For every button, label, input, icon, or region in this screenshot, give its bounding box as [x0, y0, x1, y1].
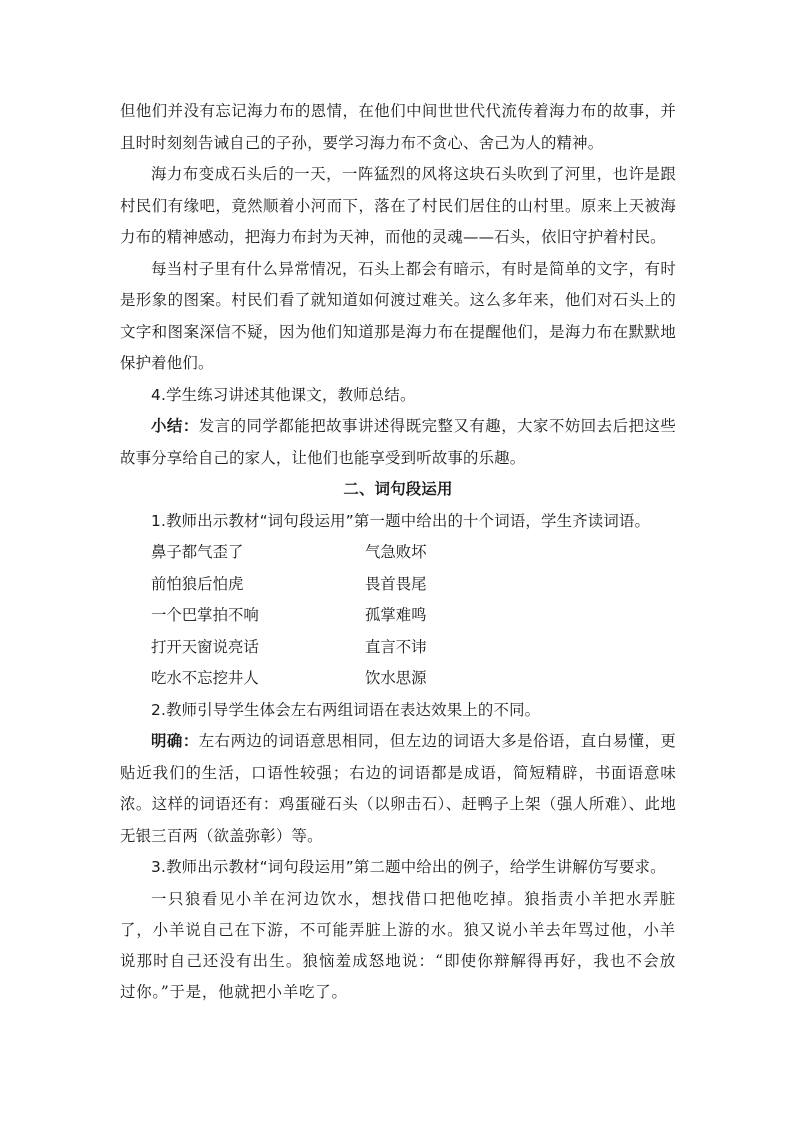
word-right: 直言不讳	[365, 637, 427, 656]
clarify-text: 左右两边的词语意思相同，但左边的词语大多是俗语，直白易懂，更贴近我们的生活，口语性较强；右边的词语都是成语，简短精辟，书面语意味浓。这样的词语还有：鸡蛋碰石头（以卵击石）、赶鸭子上架（强人所难）、此地无银三百两（欲盖弥彰）等。	[120, 732, 676, 845]
step-2: 2.教师引导学生体会左右两组词语在表达效果上的不同。	[151, 700, 541, 719]
word-right: 畏首畏尾	[365, 574, 427, 593]
word-right: 饮水思源	[365, 669, 427, 687]
word-left: 打开天窗说亮话	[151, 637, 259, 656]
paragraph-2: 海力布变成石头后的一天，一阵猛烈的风将这块石头吹到了河里，也许是跟村民们有缘吧，竟然顺着小河而下，落在了村民们居住的山村里。原来上天被海力布的精神感动，把海力布封为天神，而他的灵魂——石头，依旧守护着村民。	[120, 165, 676, 246]
example-text: 一只狼看见小羊在河边饮水，想找借口把他吃掉。狼指责小羊把水弄脏了，小羊说自己在下游，不可能弄脏上游的水。狼又说小羊去年骂过他，小羊说那时自己还没有出生。狼恼羞成怒地说：“即使你辩解得再好，我也不会放过你。”于是，他就把小羊吃了。	[120, 889, 676, 1001]
example-passage	[120, 884, 676, 1008]
step-3: 3.教师出示教材“词句段运用”第二题中给出的例子，给学生讲解仿写要求。	[151, 858, 666, 876]
word-left: 吃水不忘挖井人	[151, 669, 259, 687]
section-heading: 二、词句段运用	[343, 480, 453, 498]
document-page	[120, 96, 676, 1008]
summary-label: 小结：	[151, 417, 199, 435]
clarify-label: 明确：	[151, 732, 199, 750]
word-left: 前怕狼后怕虎	[151, 574, 244, 593]
word-right: 气急败坏	[365, 543, 427, 561]
clarify-paragraph	[120, 726, 676, 852]
word-right: 孤掌难鸣	[365, 606, 427, 624]
step-4: 4.学生练习讲述其他课文，教师总结。	[151, 385, 416, 404]
word-left: 一个巴掌拍不响	[151, 606, 259, 624]
paragraph-3: 每当村子里有什么异常情况，石头上都会有暗示，有时是简单的文字，有时是形象的图案。村民们看了就知道如何渡过难关。这么多年来，他们对石头上的文字和图案深信不疑，因为他们知道那是海力布在提醒他们，是海力布在默默地保护着他们。	[120, 259, 676, 372]
paragraph-1: 但他们并没有忘记海力布的恩情，在他们中间世世代代流传着海力布的故事，并且时时刻刻告诫自己的子孙，要学习海力布不贪心、舍己为人的精神。	[120, 102, 676, 152]
word-pair-list	[120, 537, 676, 695]
summary-text: 发言的同学都能把故事讲述得既完整又有趣，大家不妨回去后把这些故事分享给自己的家人，让他们也能享受到听故事的乐趣。	[120, 417, 676, 467]
step-1: 1.教师出示教材“词句段运用”第一题中给出的十个词语，学生齐读词语。	[151, 511, 651, 530]
word-left: 鼻子都气歪了	[151, 543, 244, 561]
summary-paragraph	[120, 411, 676, 474]
